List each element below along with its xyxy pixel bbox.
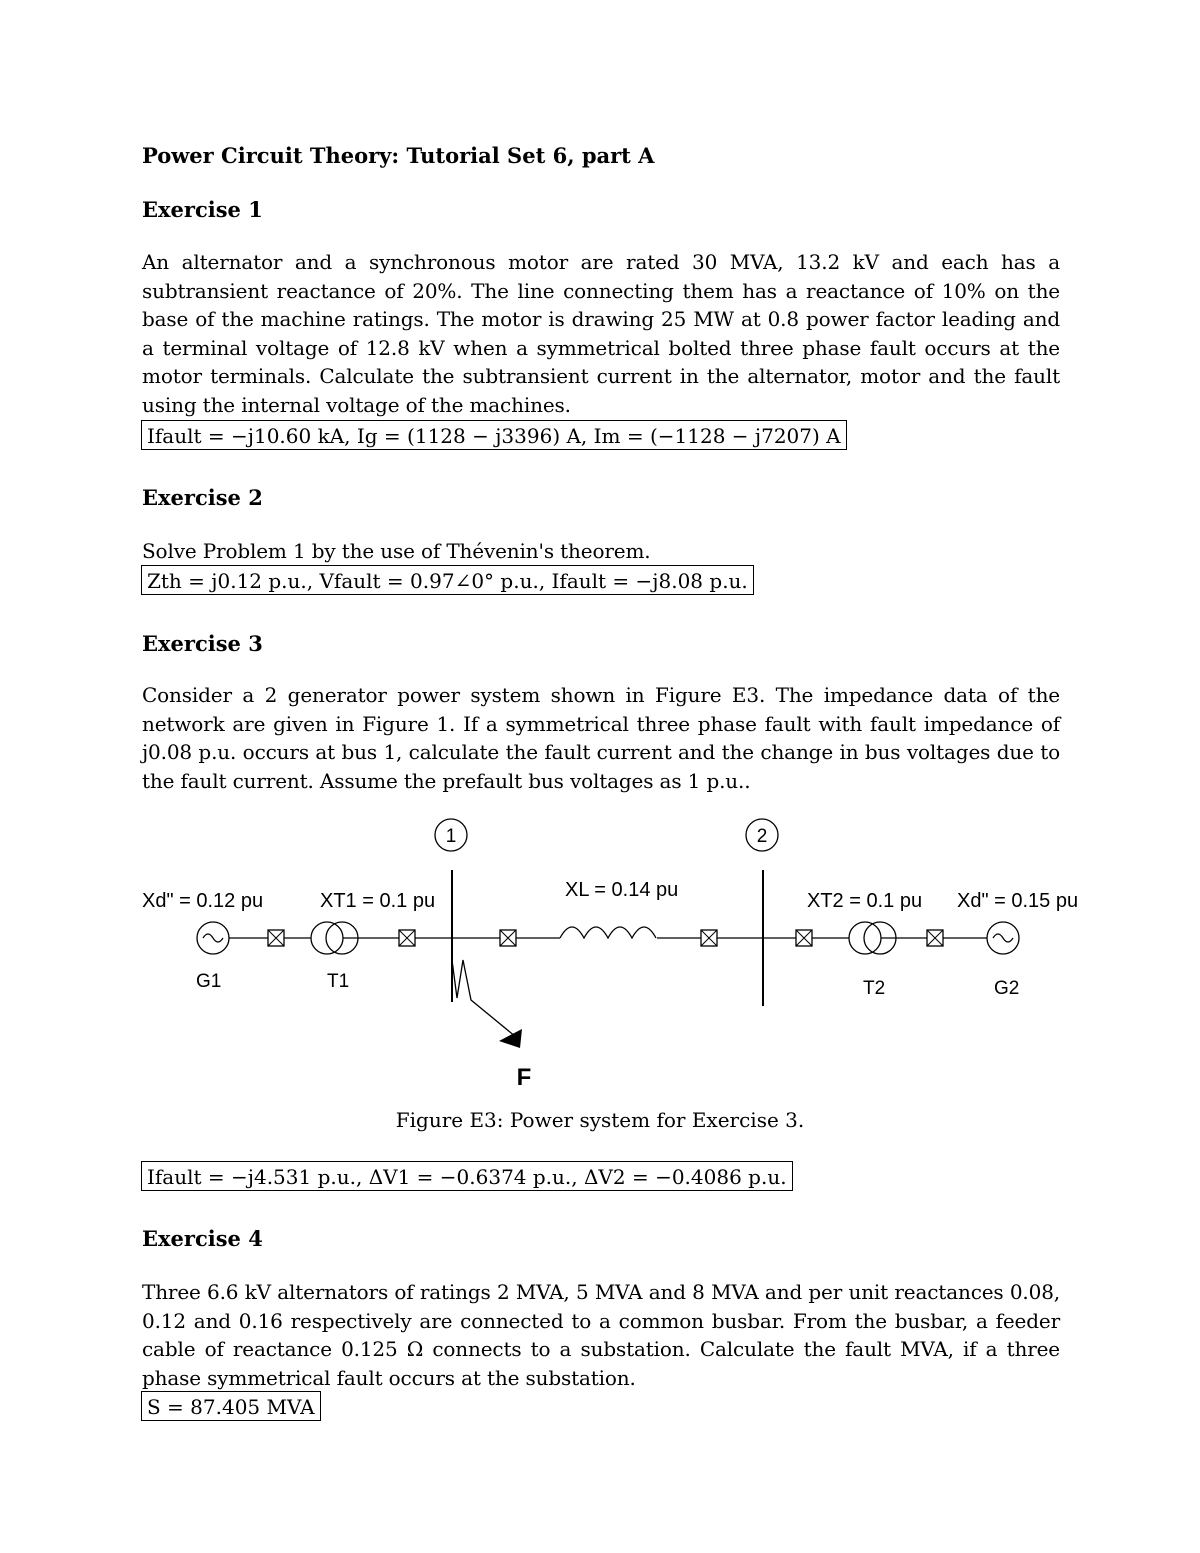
t2-label: T2 [863, 978, 886, 999]
xt2-label: XT2 = 0.1 pu [807, 890, 923, 912]
g2-label: G2 [994, 978, 1020, 999]
exercise-4-answer: S = 87.405 MVA [141, 1391, 321, 1421]
xt1-label: XT1 = 0.1 pu [320, 890, 436, 912]
exercise-3-answer: Ifault = −j4.531 p.u., ΔV1 = −0.6374 p.u., ΔV2 = −0.4086 p.u. [141, 1161, 793, 1191]
exercise-3-heading: Exercise 3 [142, 631, 263, 656]
breaker-icon [268, 930, 284, 946]
exercise-4-heading: Exercise 4 [142, 1226, 263, 1251]
breaker-icon [796, 930, 812, 946]
exercise-2-answer: Zth = j0.12 p.u., Vfault = 0.97∠0° p.u., Ifault = −j8.08 p.u. [141, 565, 754, 595]
exercise-2-heading: Exercise 2 [142, 485, 263, 510]
breaker-icon [500, 930, 516, 946]
breaker-icon [701, 930, 717, 946]
breaker-icon [399, 930, 415, 946]
xd1-label: Xd" = 0.12 pu [142, 890, 264, 912]
exercise-1-heading: Exercise 1 [142, 197, 263, 222]
page-title: Power Circuit Theory: Tutorial Set 6, part A [142, 143, 655, 168]
exercise-1-answer: Ifault = −j10.60 kA, Ig = (1128 − j3396) A, Im = (−1128 − j7207) A [141, 420, 847, 450]
xl-label: XL = 0.14 pu [565, 879, 679, 901]
power-system-figure [130, 810, 1100, 1100]
g1-label: G1 [196, 971, 222, 992]
breaker-icon [927, 930, 943, 946]
xd2-label: Xd" = 0.15 pu [957, 890, 1079, 912]
fault-zigzag-icon [452, 960, 516, 1037]
exercise-3-text: Consider a 2 generator power system shown in Figure E3. The impedance data of the network are given in Figure 1. If a symmetrical three phase fault with fault impedance of j0.08 p.u. occurs at bus 1, calculate the fault current and the change in bus voltages due to the fault current. Assume the prefault bus voltages as 1 p.u.. [142, 683, 1060, 793]
exercise-2-text: Solve Problem 1 by the use of Thévenin's theorem. [142, 539, 651, 563]
fault-label: F [516, 1064, 532, 1091]
exercise-1-text: An alternator and a synchronous motor are rated 30 MVA, 13.2 kV and each has a subtransient reactance of 20%. The line connecting them has a reactance of 10% on the base of the machine ratings. The motor is drawing 25 MW at 0.8 power factor leading and a terminal voltage of 12.8 kV when a symmetrical bolted three phase fault occurs at the motor terminals. Calculate the subtransient current in the alternator, motor and the fault using the internal voltage of the machines. [142, 250, 1060, 417]
exercise-4-text: Three 6.6 kV alternators of ratings 2 MVA, 5 MVA and 8 MVA and per unit reactances 0.08, 0.12 and 0.16 respectively are connected to a common busbar. From the busbar, a feeder cable of reactance 0.125 Ω connects to a substation. Calculate the fault MVA, if a three phase symmetrical fault occurs at the substation. [142, 1280, 1060, 1390]
bus-2-label: 2 [756, 826, 768, 847]
bus-1-label: 1 [445, 826, 457, 847]
figure-caption: Figure E3: Power system for Exercise 3. [395, 1108, 805, 1132]
t1-label: T1 [327, 971, 350, 992]
